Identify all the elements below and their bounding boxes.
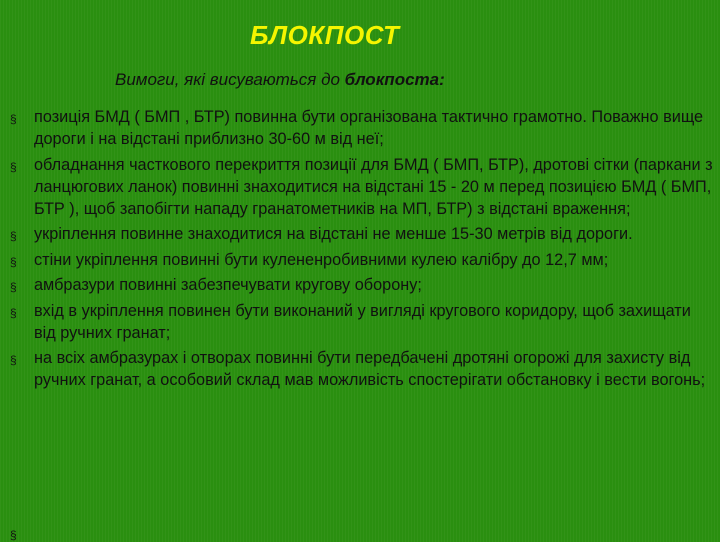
- subtitle-emphasis: блокпоста:: [344, 70, 445, 89]
- list-item: [0, 274, 720, 296]
- list-item: [0, 347, 720, 391]
- section-sign-bullet-icon: §: [10, 305, 17, 320]
- section-sign-bullet-icon: §: [10, 229, 17, 243]
- list-item-text: укріплення повинне знаходитися на відстані не менше 15-30 метрів від дороги.: [34, 225, 633, 243]
- section-sign-bullet-icon: §: [10, 159, 17, 174]
- list-item-text: обладнання часткового перекриття позиції для БМД ( БМП, БТР), дротові сітки (паркани з ланцюгових ланок) повинні знаходитися на відстані 15 - 20 м перед позицією БМД ( БМП, БТР ), щоб запобігти нападу гранатометників на МП, БТР) з відстані враження;: [34, 155, 713, 218]
- list-item-text: стіни укріплення повинні бути кулененробивними кулею калібру до 12,7 мм;: [34, 250, 609, 269]
- slide-title: БЛОКПОСТ: [250, 20, 400, 50]
- list-item: [0, 223, 720, 245]
- trailing-bullet-icon: §: [10, 528, 17, 542]
- list-item: [0, 249, 720, 271]
- list-item: [0, 300, 720, 344]
- list-item-text: вхід в укріплення повинен бути виконаний у вигляді кругового коридору, щоб захищати від ручних гранат;: [34, 301, 691, 342]
- list-item: [0, 106, 720, 150]
- list-item-text: на всіх амбразурах і отворах повинні бути передбачені дротяні огорожі для захисту від ручних гранат, а особовий склад мав можливість спостерігати обстановку і вести вогонь;: [34, 349, 706, 389]
- section-sign-bullet-icon: §: [10, 353, 17, 367]
- list-item-text: амбразури повинні забезпечувати кругову оборону;: [34, 276, 422, 294]
- slide-subtitle: [115, 70, 445, 90]
- section-sign-bullet-icon: §: [10, 280, 17, 294]
- subtitle-text: Вимоги, які висуваються до: [115, 70, 345, 89]
- section-sign-bullet-icon: §: [10, 254, 17, 269]
- requirements-list: [0, 106, 720, 395]
- list-item-text: позиція БМД ( БМП , БТР) повинна бути організована тактично грамотно. Поважно вище дороги і на відстані приблизно 30-60 м від неї;: [34, 108, 704, 148]
- section-sign-bullet-icon: §: [10, 112, 17, 126]
- list-item: [0, 154, 720, 220]
